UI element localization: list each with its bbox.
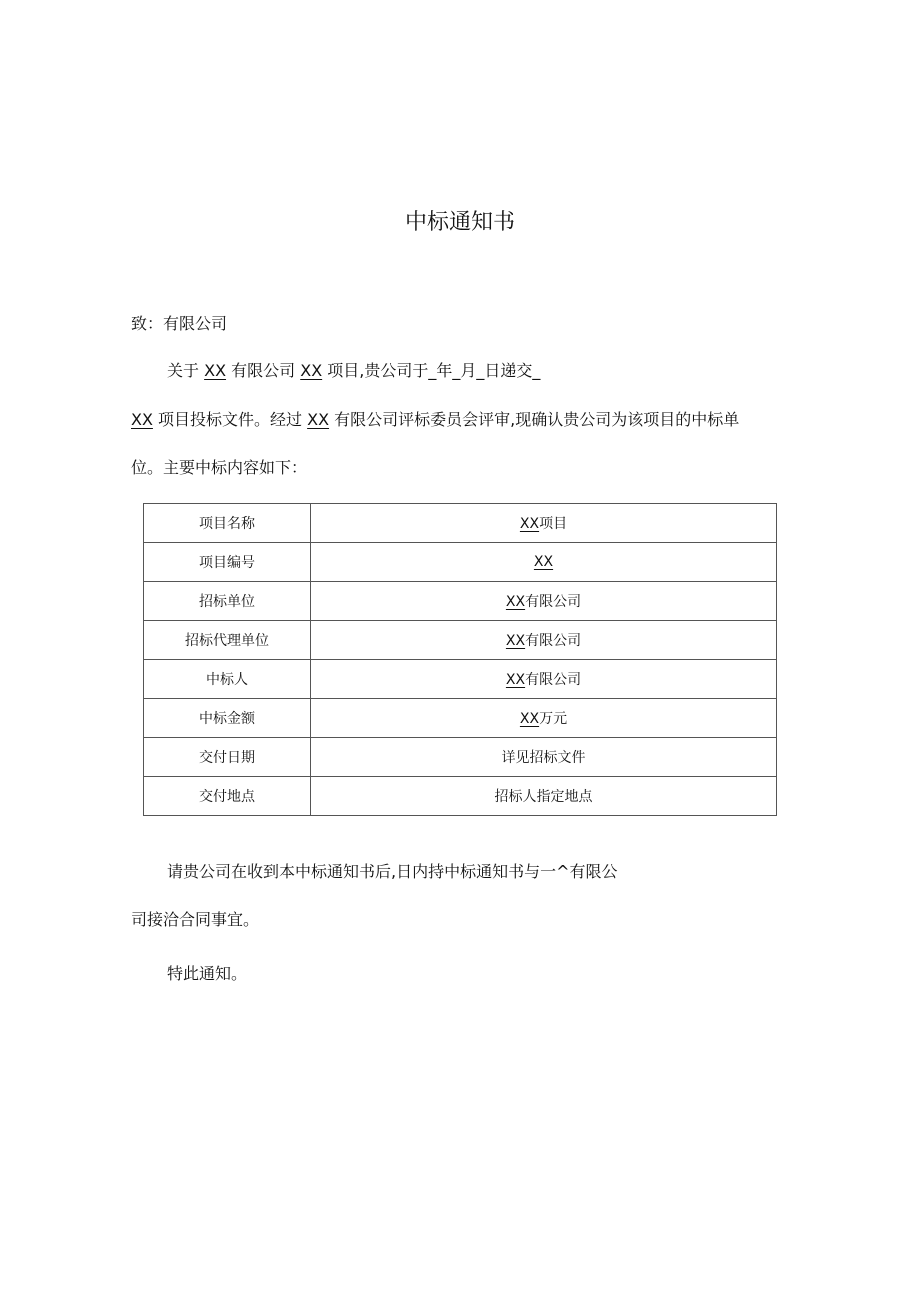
table-value-cell <box>311 621 777 660</box>
award-details-table <box>143 503 777 816</box>
value-text: 有限公司 <box>525 672 582 688</box>
value-underlined: XX <box>533 554 554 570</box>
value-text: 万元 <box>539 711 568 727</box>
text: 日递交 <box>484 361 533 380</box>
text: 有限公司评标委员会评审,现确认贵公司为该项目的中标单 <box>334 410 740 429</box>
blank: _ <box>532 361 541 380</box>
paragraph-2-line-2: 司接洽合同事宜。 <box>131 910 260 929</box>
value-text: 详见招标文件 <box>501 750 586 766</box>
table-value-cell <box>311 660 777 699</box>
closing-text: 特此通知。 <box>167 964 248 983</box>
value-underlined: XX <box>519 516 540 532</box>
table-value-cell <box>311 543 777 582</box>
table-label-cell: 中标金额 <box>144 699 311 738</box>
value-text: 有限公司 <box>525 594 582 610</box>
paragraph-1-line-3: 位。主要中标内容如下： <box>131 458 308 477</box>
placeholder-underlined: XX <box>300 361 323 380</box>
text: 月 <box>460 361 477 380</box>
table-label-cell: 中标人 <box>144 660 311 699</box>
text: 项目投标文件。经过 <box>158 410 303 429</box>
table-label-cell: 项目名称 <box>144 504 311 543</box>
text: 年 <box>436 361 453 380</box>
table-label-cell: 招标代理单位 <box>144 621 311 660</box>
text: 有限公司 <box>231 361 296 380</box>
table-label-cell: 交付地点 <box>144 777 311 816</box>
table-label-cell: 项目编号 <box>144 543 311 582</box>
placeholder-underlined: XX <box>307 410 330 429</box>
table-value-cell <box>311 699 777 738</box>
table-row <box>144 660 777 699</box>
table-value-cell <box>311 738 777 777</box>
table-value-cell <box>311 777 777 816</box>
salutation: 致：有限公司 <box>131 314 228 333</box>
table-label-cell: 交付日期 <box>144 738 311 777</box>
value-underlined: XX <box>505 594 526 610</box>
value-underlined: XX <box>519 711 540 727</box>
value-underlined: XX <box>505 633 526 649</box>
value-text: 有限公司 <box>525 633 582 649</box>
table-row <box>144 543 777 582</box>
value-text: 项目 <box>539 516 568 532</box>
table-row <box>144 738 777 777</box>
text: 关于 <box>167 361 200 380</box>
paragraph-2-line-1: 请贵公司在收到本中标通知书后,日内持中标通知书与一^有限公 <box>167 862 618 881</box>
document-title: 中标通知书 <box>404 210 515 235</box>
value-text: 招标人指定地点 <box>494 789 593 805</box>
blank: _ <box>428 361 437 380</box>
text: 项目,贵公司于 <box>327 361 429 380</box>
table-row <box>144 621 777 660</box>
table-value-cell <box>311 582 777 621</box>
table-row <box>144 582 777 621</box>
table-row <box>144 777 777 816</box>
value-underlined: XX <box>505 672 526 688</box>
placeholder-underlined: XX <box>131 410 153 429</box>
table-row <box>144 504 777 543</box>
table-value-cell <box>311 504 777 543</box>
table-row <box>144 699 777 738</box>
blank: _ <box>452 361 461 380</box>
blank: _ <box>476 361 485 380</box>
placeholder-underlined: XX <box>204 361 227 380</box>
paragraph-1-line-1 <box>167 360 540 382</box>
paragraph-1-line-2 <box>131 409 739 431</box>
table-label-cell: 招标单位 <box>144 582 311 621</box>
